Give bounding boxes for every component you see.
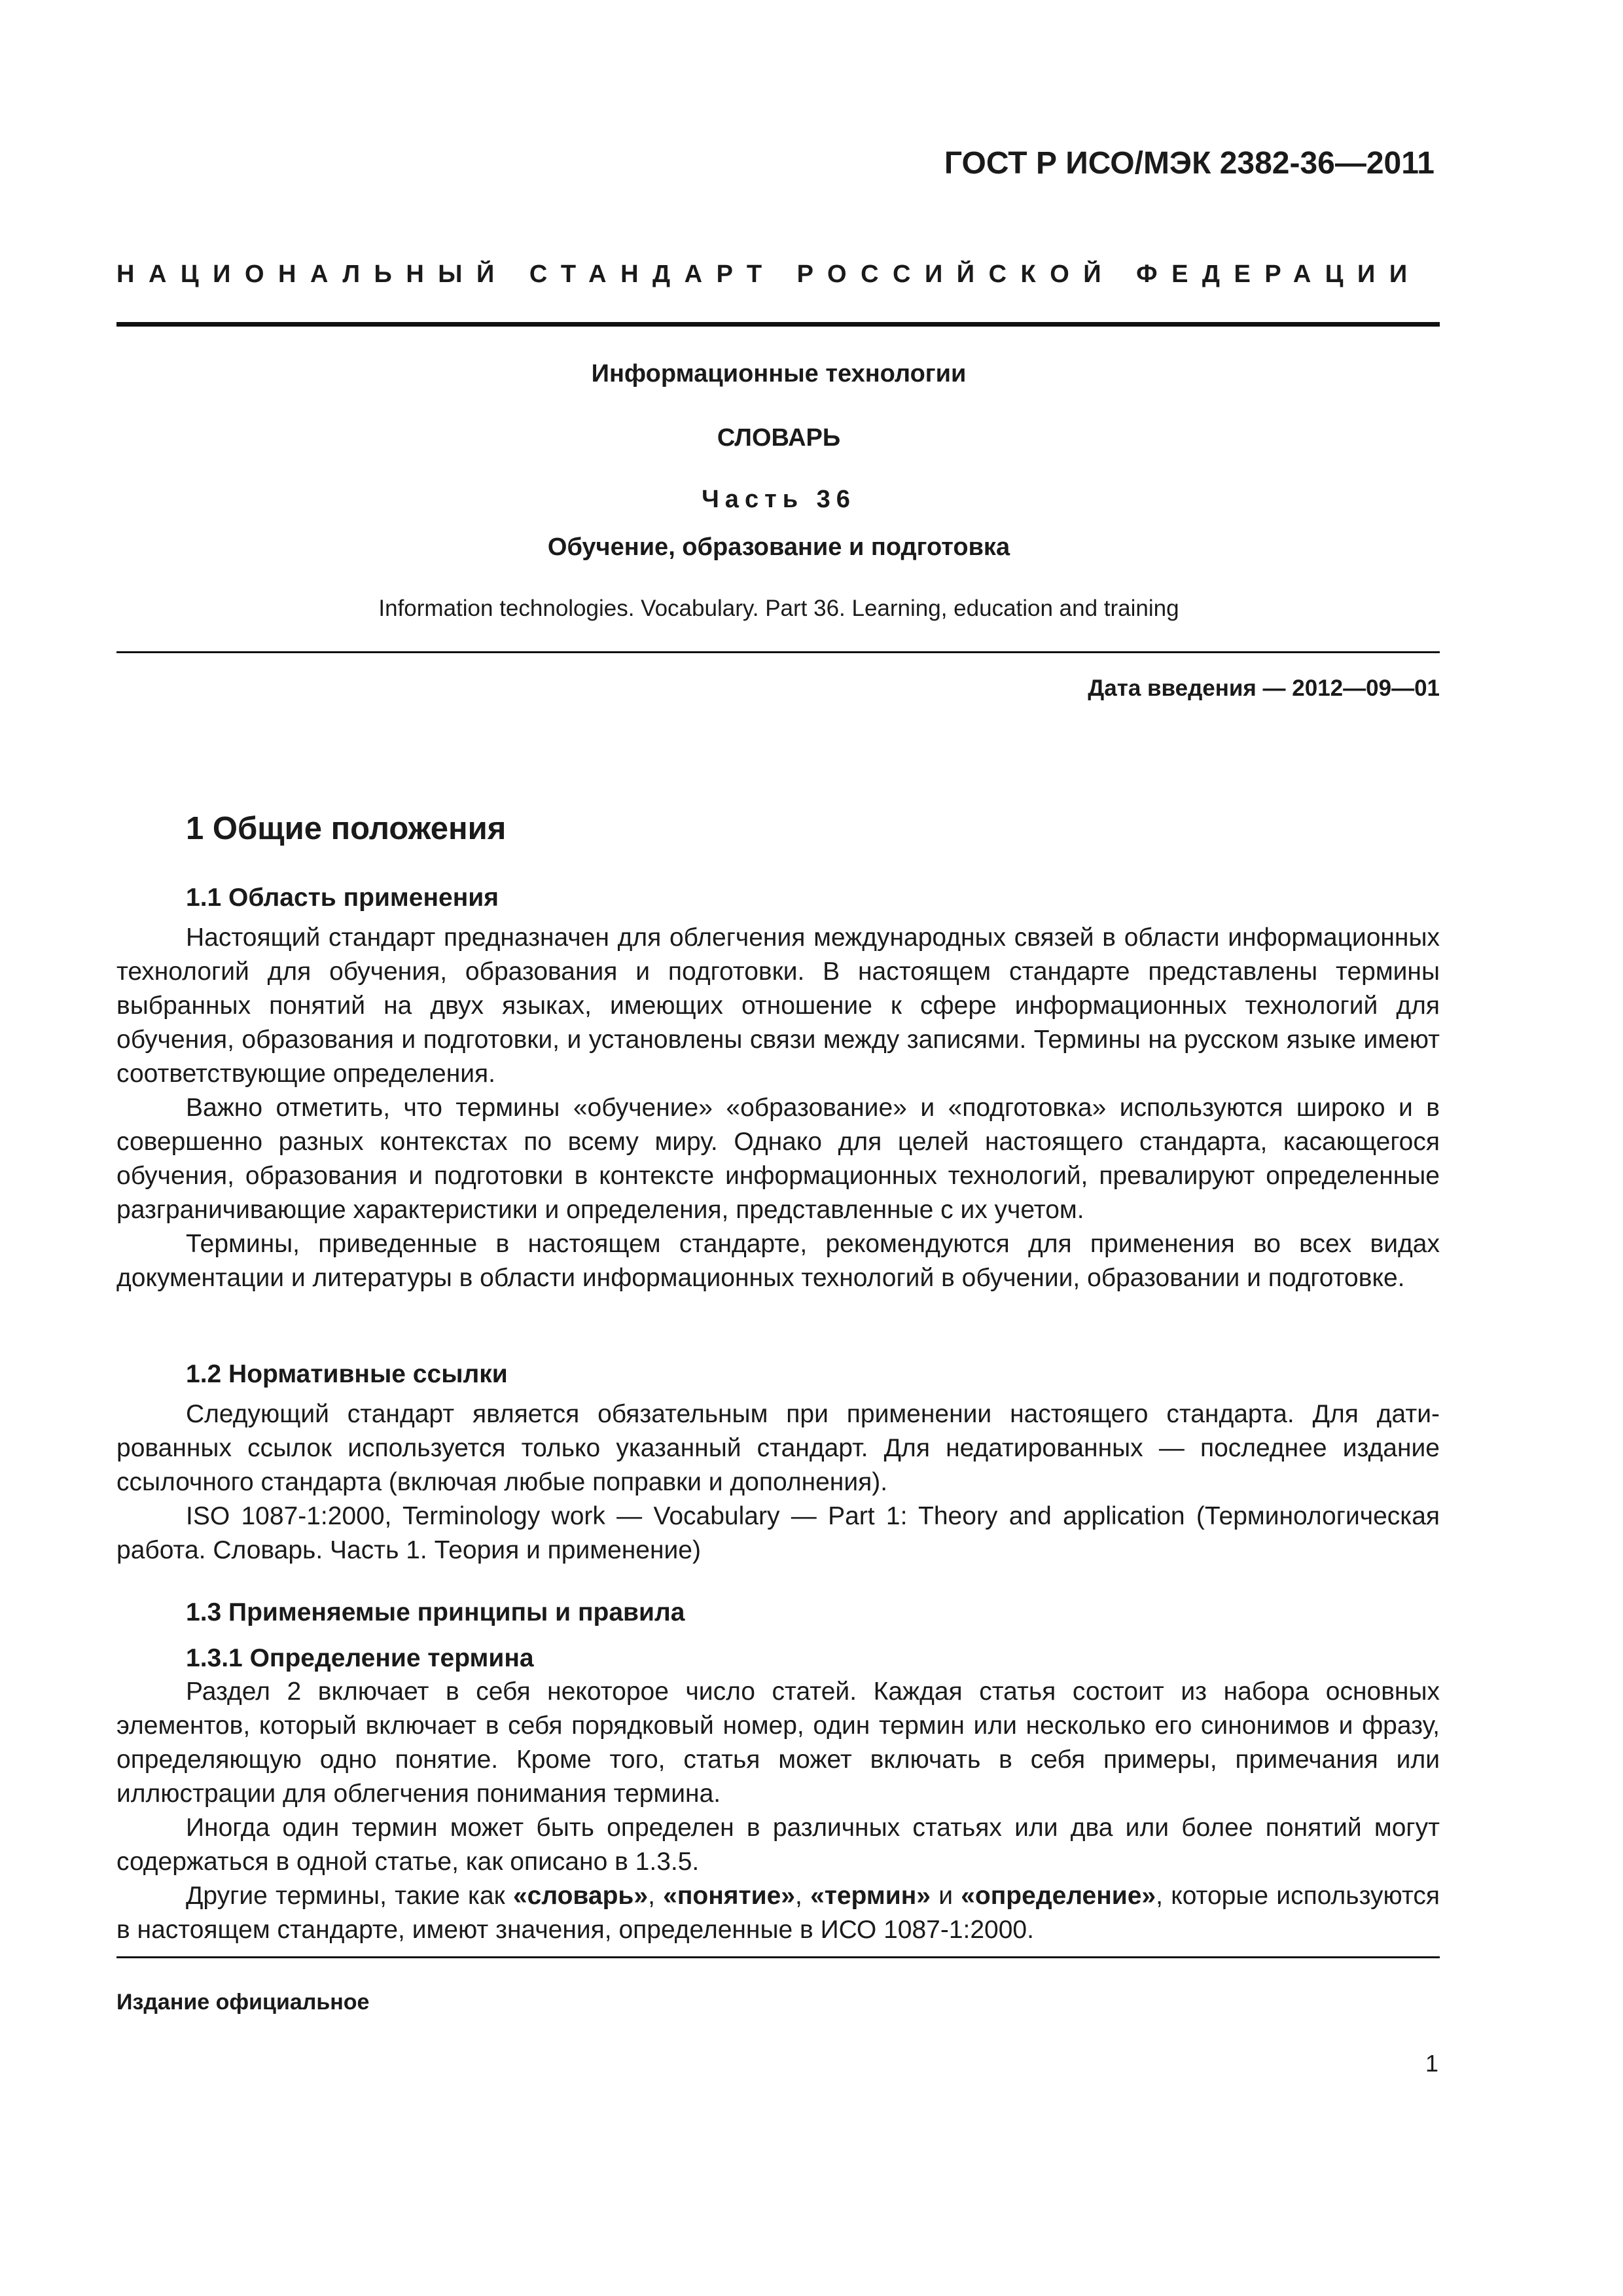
paragraph-scope-1: Настоящий стандарт предназначен для облегчения международных связей в области информационных технологий для обучения, образования и подготовки. В настоящем стандарте представлены термины выбранных понятий на двух языках, имеющих отношение к сфере информационных технологий для обучения, образования и подготовки, и установлены связи между записями. Термины на русском языке имеют соответствующие определения. <box>116 924 1440 1088</box>
term-concept: «понятие» <box>663 1882 795 1910</box>
national-standard-title: НАЦИОНАЛЬНЫЙ СТАНДАРТ РОССИЙСКОЙ ФЕДЕРАЦИИ <box>116 260 1421 288</box>
title-part: Часть 36 <box>702 486 856 513</box>
section-1-title: 1 Общие положения <box>186 811 507 846</box>
document-code: ГОСТ Р ИСО/МЭК 2382-36—2011 <box>944 146 1435 181</box>
paragraph-definition-2: Иногда один термин может быть определен в различных статьях или два или более понятий могут содержаться в одной статье, как описано в 1.3.5. <box>116 1814 1440 1876</box>
official-edition-label: Издание официальное <box>116 1990 370 2015</box>
footer-divider <box>116 1956 1440 1958</box>
subsection-1-1-title: 1.1 Область применения <box>186 884 499 912</box>
term-vocabulary: «словарь» <box>512 1882 649 1910</box>
text-run: Другие термины, такие как <box>186 1882 513 1910</box>
header-divider <box>116 322 1440 327</box>
page-number: 1 <box>1425 2050 1438 2077</box>
title-english: Information technologies. Vocabulary. Part 36. Learning, education and training <box>378 596 1179 621</box>
paragraph-references-2: ISO 1087-1:2000, Terminology work — Vocabulary — Part 1: Theory and application (Терминологическая работа. Словарь. Часть 1. Теория и применение) <box>116 1502 1440 1564</box>
text-run: , которые используются в настоящем стандарте, имеют значения, определенные в ИСО 1087-1:2000. <box>116 1882 1440 1944</box>
paragraph-definition-1: Раздел 2 включает в себя некоторое число статей. Каждая статья состоит из набора основных элементов, который включает в себя порядковый номер, один термин или несколько его синонимов и фразу, определяющую одно понятие. Кроме того, статья может включать в себя примеры, примечания или иллюстрации для облегчения понимания термина. <box>116 1677 1440 1808</box>
subsection-1-3-1-title: 1.3.1 Определение термина <box>186 1644 534 1672</box>
effective-date: Дата введения — 2012—09—01 <box>1088 675 1440 701</box>
text-run: и <box>930 1882 961 1910</box>
title-it: Информационные технологии <box>591 360 967 387</box>
paragraph-scope-3: Термины, приведенные в настоящем стандарте, рекомендуются для применения во всех видах документации и литературы в области информационных технологий в обучении, образовании и подготовке. <box>116 1230 1440 1292</box>
term-term: «термин» <box>810 1882 931 1910</box>
subsection-1-3-title: 1.3 Применяемые принципы и правила <box>186 1598 685 1626</box>
text-run: , <box>648 1882 664 1910</box>
title-divider <box>116 651 1440 653</box>
subsection-1-2-title: 1.2 Нормативные ссылки <box>186 1360 508 1388</box>
paragraph-references-1: Следующий стандарт является обязательным при применении настоящего стандарта. Для датированных ссылок используется только указанный стандарт. Для недатированных — последнее издание ссылочного стандарта (включая любые поправки и дополнения). <box>116 1400 1440 1496</box>
paragraph-definition-3 <box>116 1879 1440 1947</box>
title-vocabulary: СЛОВАРЬ <box>717 424 841 452</box>
text-run: , <box>795 1882 811 1910</box>
paragraph-scope-2: Важно отметить, что термины «обучение» «образование» и «подготовка» используются широко и в совершенно разных контекстах по всему миру. Однако для целей настоящего стандарта, касающегося обучения, образования и подготовки в контексте информационных технологий, превалируют определенные разграничивающие характеристики и определения, представленные с их учетом. <box>116 1094 1440 1224</box>
term-definition: «определение» <box>961 1882 1156 1910</box>
title-subject: Обучение, образование и подготовка <box>547 533 1010 561</box>
